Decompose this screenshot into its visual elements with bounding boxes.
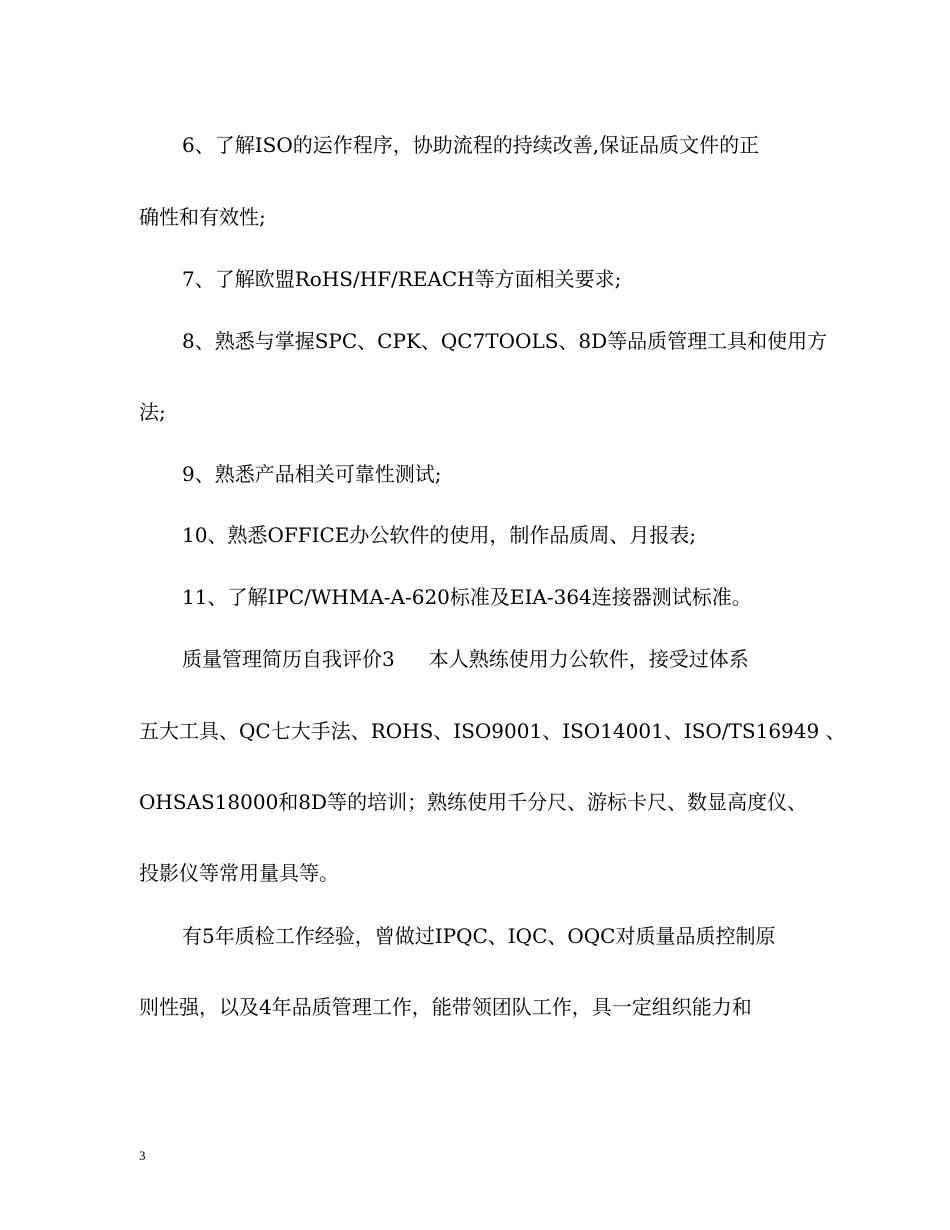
paragraph-line: 确性和有效性; [139,205,266,229]
paragraph-line: 有5年质检工作经验，曾做过IPQC、IQC、OQC对质量品质控制原 [182,924,776,948]
paragraph-line: 五大工具、QC七大手法、ROHS、ISO9001、ISO14001、ISO/TS16949 、 [139,719,846,743]
paragraph-line: 7、了解欧盟RoHS/HF/REACH等方面相关要求; [182,267,622,291]
paragraph-line: 10、熟悉OFFICE办公软件的使用，制作品质周、月报表; [182,523,697,547]
paragraph-line [182,645,749,673]
section-heading: 质量管理简历自我评价3 [182,647,395,671]
paragraph-line: 投影仪等常用量具等。 [139,861,339,885]
page-number: 3 [139,1148,146,1163]
paragraph-line: OHSAS18000和8D等的培训；熟练使用千分尺、游标卡尺、数显高度仪、 [139,790,808,814]
paragraph-line: 11、了解IPC/WHMA-A-620标准及EIA-364连接器测试标准。 [182,585,752,609]
paragraph-line: 法; [139,400,166,424]
paragraph-line: 6、了解ISO的运作程序，协助流程的持续改善,保证品质文件的正 [182,133,760,157]
paragraph-line: 则性强，以及4年品质管理工作，能带领团队工作，具一定组织能力和 [139,995,752,1019]
paragraph-text: 本人熟练使用力公软件，接受过体系 [428,647,749,671]
paragraph-line: 9、熟悉产品相关可靠性测试; [182,462,442,486]
paragraph-line: 8、熟悉与掌握SPC、CPK、QC7TOOLS、8D等品质管理工具和使用方 [182,329,828,353]
